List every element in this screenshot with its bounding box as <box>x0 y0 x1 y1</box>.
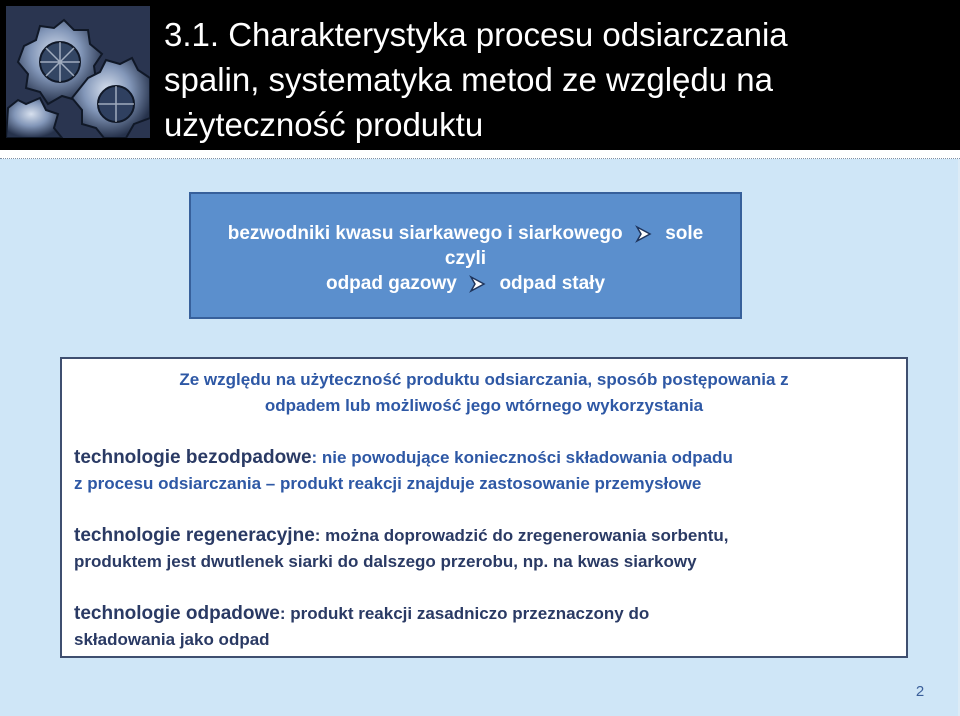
technology-item-bezodpadowe <box>74 445 904 497</box>
details-intro-line: Ze względu na użyteczność produktu odsiarczania, sposób postępowania z <box>179 370 789 389</box>
technology-description-line: składowania jako odpad <box>74 630 270 649</box>
technology-item-line <box>74 523 904 549</box>
technology-prefix: technologie <box>74 525 186 546</box>
summary-line-1 <box>191 223 740 245</box>
technology-description-line: : nie powodujące konieczności składowania odpadu <box>311 448 733 467</box>
technology-item-regeneracyjne <box>74 523 904 575</box>
page-number: 2 <box>915 683 925 700</box>
summary-line-2-text: czyli <box>444 248 487 269</box>
summary-line-1-left: bezwodniki kwasu siarkawego i siarkowego <box>227 223 623 244</box>
technology-description-line: produktem jest dwutlenek siarki do dalszego przerobu, np. na kwas siarkowy <box>74 552 697 571</box>
header-divider <box>0 150 960 159</box>
technology-description-line: : produkt reakcji zasadniczo przeznaczony do <box>279 604 650 623</box>
summary-box <box>189 192 742 319</box>
slide-title <box>164 12 944 147</box>
gears-image <box>6 6 150 138</box>
summary-line-3-right: odpad stały <box>499 273 606 294</box>
slide-header <box>0 0 960 150</box>
title-line: spalin, systematyka metod ze względu na <box>164 61 773 98</box>
technology-item-odpadowe <box>74 601 904 653</box>
summary-line-3-left: odpad gazowy <box>325 273 457 294</box>
technology-description-line: z procesu odsiarczania – produkt reakcji znajduje zastosowanie przemysłowe <box>74 474 702 493</box>
summary-line-3 <box>191 273 740 295</box>
technology-prefix: technologie <box>74 447 186 468</box>
technology-description-line: : można doprowadzić do zregenerowania sorbentu, <box>314 526 729 545</box>
summary-line-2 <box>191 248 740 270</box>
technology-term: odpadowe <box>185 603 280 624</box>
gears-icon <box>6 6 150 138</box>
technology-item-line <box>74 601 904 627</box>
summary-line-1-right: sole <box>665 223 704 244</box>
technology-term: bezodpadowe <box>185 447 312 468</box>
title-line: użyteczność produktu <box>164 106 484 143</box>
details-intro-line: odpadem lub możliwość jego wtórnego wykorzystania <box>264 396 704 415</box>
technology-prefix: technologie <box>74 603 186 624</box>
details-box <box>60 357 908 658</box>
technology-term: regeneracyjne <box>185 525 315 546</box>
technology-item-line <box>74 445 904 471</box>
details-intro <box>62 367 906 419</box>
title-line: 3.1. Charakterystyka procesu odsiarczania <box>164 16 788 53</box>
arrow-right-icon <box>634 223 654 245</box>
arrow-right-icon <box>468 273 488 295</box>
